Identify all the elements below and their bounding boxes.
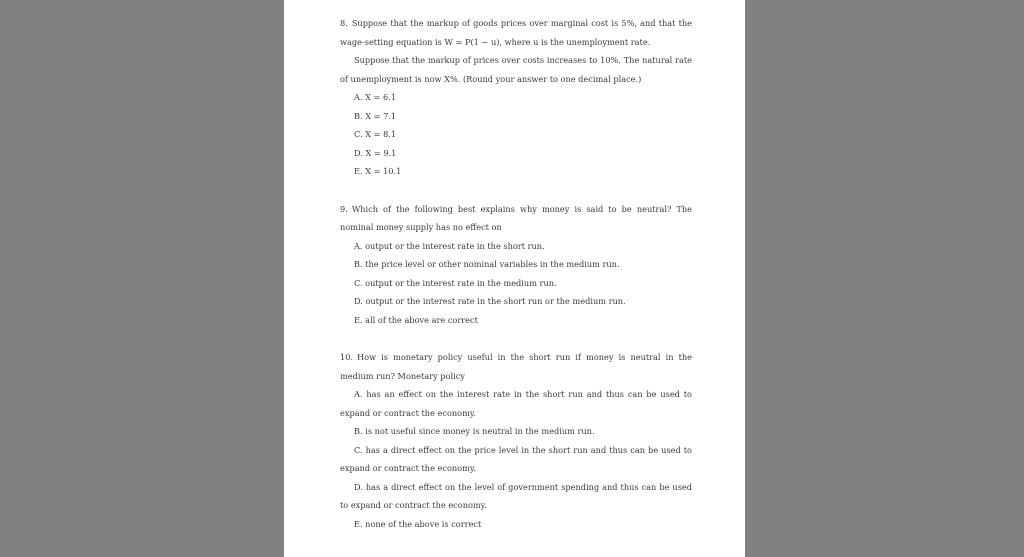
option-d: D. output or the interest rate in the short run or the medium run. <box>354 296 626 306</box>
question-number: 9. <box>340 203 348 214</box>
option-e: E. X = 10.1 <box>354 166 402 176</box>
question-8-stem <box>340 14 692 51</box>
question-9-text: Which of the following best explains why money is said to be neutral? The nominal money supply has no effect on <box>340 203 692 232</box>
question-8 <box>340 14 692 181</box>
question-8-stem-2: Suppose that the markup of prices over costs increases to 10%. The natural rate of unemployment is now X%. (Round your answer to one decimal place.) <box>340 55 692 84</box>
option-c: C. X = 8.1 <box>354 129 397 139</box>
option-a: A. X = 6.1 <box>354 92 397 102</box>
option-d: D. X = 9.1 <box>354 147 397 158</box>
option-c: C. has a direct effect on the price level in the short run and thus can be used to expand or contract the economy. <box>340 444 692 473</box>
question-9 <box>340 200 692 330</box>
question-number: 10. <box>340 352 354 362</box>
option-b: B. is not useful since money is neutral in the medium run. <box>354 426 595 436</box>
document-page <box>284 0 745 557</box>
option-a: A. has an effect on the interest rate in the short run and thus can be used to expand or contract the economy. <box>340 389 692 418</box>
option-b: B. the price level or other nominal variables in the medium run. <box>354 259 620 269</box>
question-10-stem <box>340 348 692 385</box>
option-c: C. output or the interest rate in the medium run. <box>354 277 557 288</box>
question-number: 8. <box>340 18 348 28</box>
spacer <box>340 329 692 348</box>
option-b: B. X = 7.1 <box>354 110 397 121</box>
option-e: E. all of the above are correct <box>354 314 478 325</box>
question-9-stem <box>340 200 692 237</box>
option-e: E. none of the above is correct <box>354 518 482 529</box>
option-a: A. output or the interest rate in the short run. <box>354 240 545 251</box>
question-10-text: How is monetary policy useful in the short run if money is neutral in the medium run? Monetary policy <box>340 352 692 381</box>
spacer <box>340 181 692 200</box>
question-10 <box>340 348 692 533</box>
option-d: D. has a direct effect on the level of government spending and thus can be used to expand or contract the economy. <box>340 481 692 510</box>
question-8-text: Suppose that the markup of goods prices over marginal cost is 5%, and that the wage-setting equation is W = P(1 − u), where u is the unemployment rate. <box>340 18 692 47</box>
page-content <box>340 14 692 533</box>
